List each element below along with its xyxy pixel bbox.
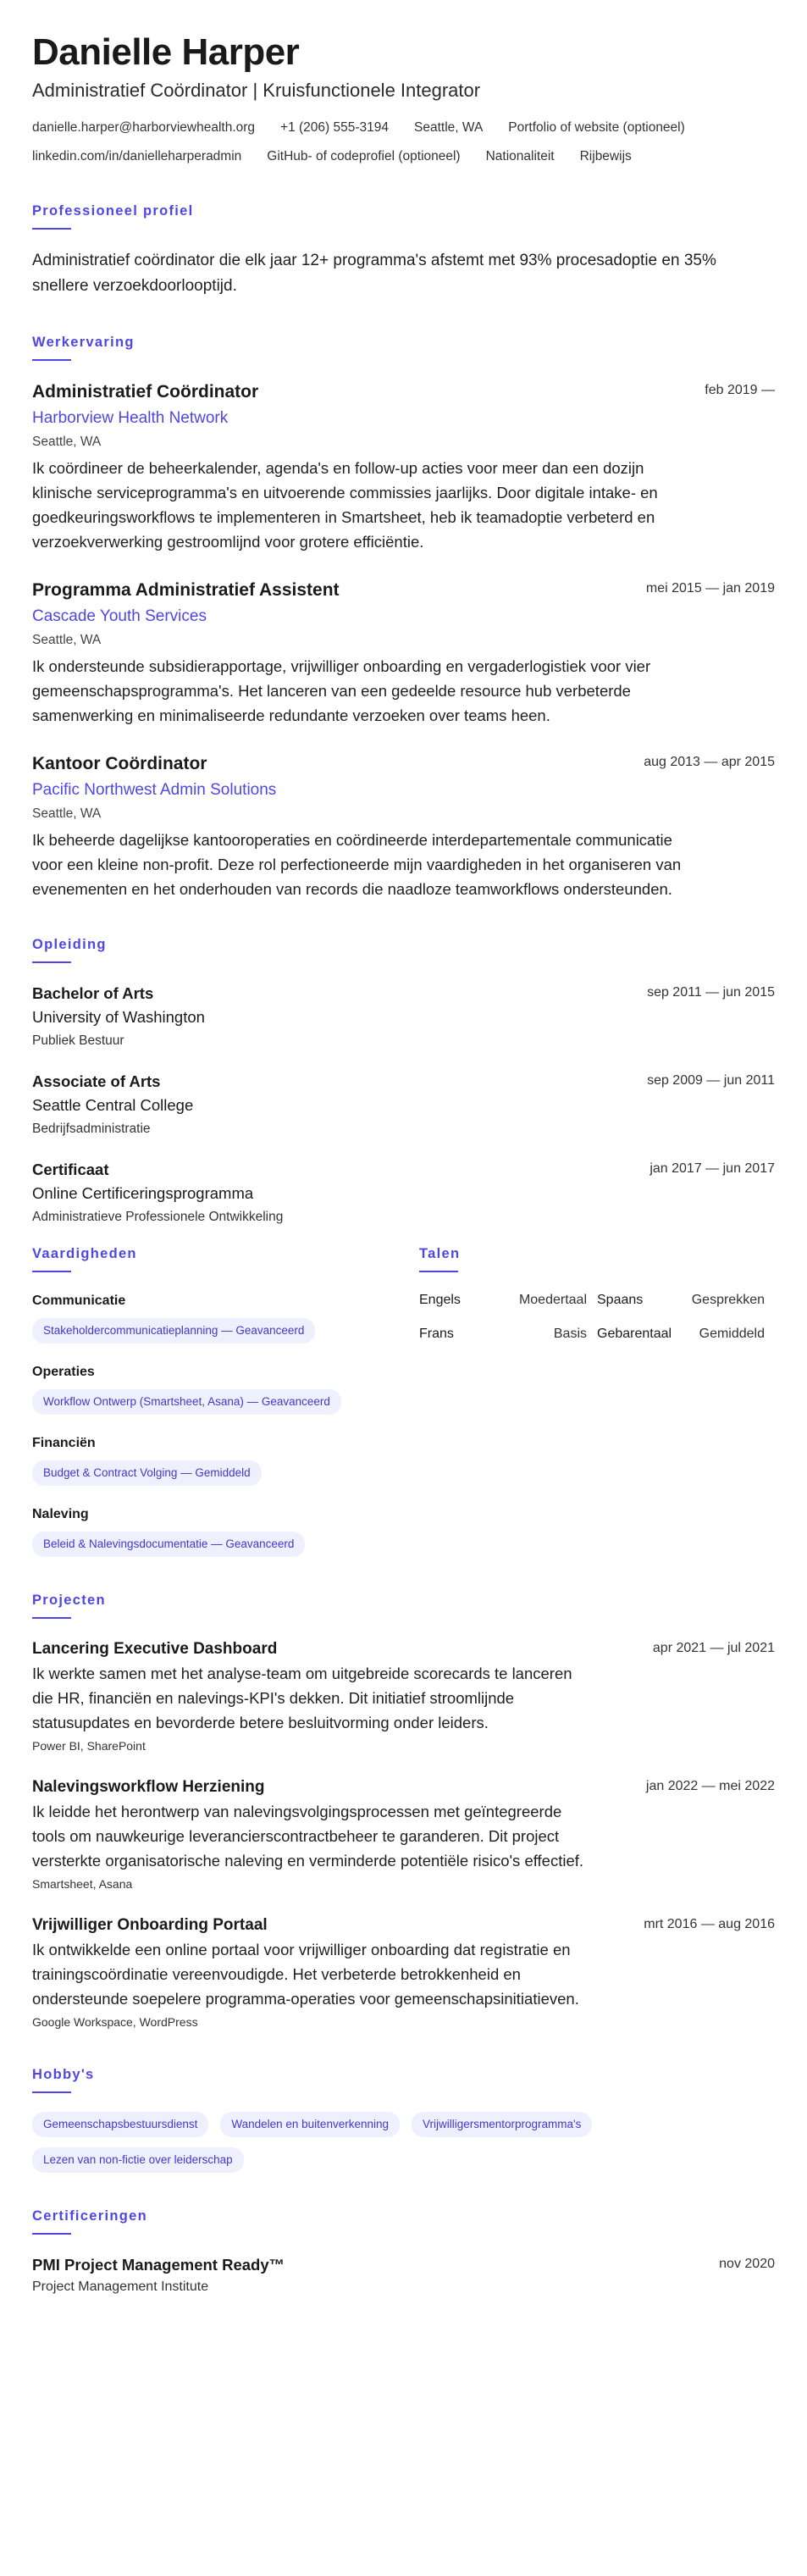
skill-category: Naleving xyxy=(32,1507,89,1521)
hobbies-section xyxy=(32,2067,775,2173)
section-heading: Opleiding xyxy=(32,937,107,952)
job-location: Seattle, WA xyxy=(32,806,102,821)
skill-tag: Beleid & Nalevingsdocumentatie — Geavanceerd xyxy=(32,1532,305,1557)
experience-section xyxy=(32,335,775,901)
job-title: Administratief Coördinator xyxy=(32,382,259,402)
skills-section xyxy=(32,1246,419,1576)
job-location: Seattle, WA xyxy=(32,633,102,647)
skills-languages-row xyxy=(32,1246,775,1576)
education-entry xyxy=(32,982,775,1051)
skill-group xyxy=(32,1291,419,1343)
skill-tag: Stakeholdercommunicatieplanning — Geavanceerd xyxy=(32,1318,315,1343)
section-divider xyxy=(419,1271,458,1272)
language-level: Basis xyxy=(553,1327,587,1341)
project-entry xyxy=(32,1776,775,1893)
contact-list xyxy=(32,117,775,168)
language-name: Gebarentaal xyxy=(597,1327,672,1341)
resume-header xyxy=(32,30,775,168)
job-entry xyxy=(32,751,775,901)
education-school: Seattle Central College xyxy=(32,1096,194,1114)
job-company: Harborview Health Network xyxy=(32,409,229,427)
candidate-title: Administratief Coördinator | Kruisfunctionele Integrator xyxy=(32,80,481,101)
project-date: mrt 2016 — aug 2016 xyxy=(644,1917,775,1931)
contact-drivers-license: Rijbewijs xyxy=(579,149,632,163)
skill-group xyxy=(32,1433,419,1486)
job-company: Pacific Northwest Admin Solutions xyxy=(32,781,277,799)
education-date: sep 2011 — jun 2015 xyxy=(647,985,775,1000)
projects-section xyxy=(32,1593,775,2031)
profile-section xyxy=(32,203,775,299)
project-title: Vrijwilliger Onboarding Portaal xyxy=(32,1916,268,1934)
contact-location: Seattle, WA xyxy=(414,120,484,135)
contact-linkedin[interactable]: linkedin.com/in/danielleharperadmin xyxy=(32,149,242,163)
education-entry xyxy=(32,1070,775,1139)
certification-issuer: Project Management Institute xyxy=(32,2280,209,2294)
section-divider xyxy=(32,359,71,361)
section-heading: Professioneel profiel xyxy=(32,203,194,219)
skill-category: Operaties xyxy=(32,1365,95,1379)
skill-group xyxy=(32,1504,419,1557)
contact-phone[interactable]: +1 (206) 555-3194 xyxy=(280,120,390,135)
contact-portfolio[interactable]: Portfolio of website (optioneel) xyxy=(508,120,685,135)
section-divider xyxy=(32,2091,71,2093)
hobby-tag: Wandelen en buitenverkenning xyxy=(220,2112,400,2137)
job-title: Kantoor Coördinator xyxy=(32,754,207,773)
language-list xyxy=(419,1291,775,1343)
education-date: sep 2009 — jun 2011 xyxy=(647,1073,775,1088)
education-degree: Associate of Arts xyxy=(32,1072,161,1090)
language-level: Moedertaal xyxy=(518,1293,587,1307)
job-date: mei 2015 — jan 2019 xyxy=(645,581,775,596)
job-company: Cascade Youth Services xyxy=(32,607,207,625)
skill-group xyxy=(32,1362,419,1415)
project-description: Ik werkte samen met het analyse-team om uitgebreide scorecards te lanceren die HR, financiën en nalevings-KPI's dekken. Dit initiatief stroomlijnde statusupdates en bevorderde betere besluitvorming onder leiders. xyxy=(32,1665,572,1731)
project-title: Lancering Executive Dashboard xyxy=(32,1640,278,1658)
education-school: Online Certificeringsprogramma xyxy=(32,1184,254,1202)
education-field: Publiek Bestuur xyxy=(32,1033,124,1048)
hobby-tag: Vrijwilligersmentorprogramma's xyxy=(412,2112,592,2137)
education-date: jan 2017 — jun 2017 xyxy=(649,1161,775,1176)
section-divider xyxy=(32,2233,71,2235)
job-description: Ik ondersteunde subsidierapportage, vrijwilliger onboarding en vergaderlogistiek voor vier gemeenschapsprogramma's. Het lanceren van een gedeelde resource hub verbeterde samenwerking en minimaliseerde redundante verzoeken over teams heen. xyxy=(32,657,651,724)
section-heading: Vaardigheden xyxy=(32,1246,137,1261)
project-description: Ik ontwikkelde een online portaal voor vrijwilliger onboarding dat registratie en trainingscoördinatie vereenvoudigde. Het verbeterde betrokkenheid en ondersteunde soepelere programma-operaties voor gemeenschapsinitiatieven. xyxy=(32,1941,579,2008)
skill-category: Financiën xyxy=(32,1436,96,1450)
education-school: University of Washington xyxy=(32,1008,205,1026)
skill-tag: Workflow Ontwerp (Smartsheet, Asana) — Geavanceerd xyxy=(32,1389,341,1415)
section-heading: Talen xyxy=(419,1246,461,1261)
contact-github[interactable]: GitHub- of codeprofiel (optioneel) xyxy=(267,149,461,163)
education-field: Bedrijfsadministratie xyxy=(32,1122,151,1136)
project-entry xyxy=(32,1914,775,2031)
profile-summary: Administratief coördinator die elk jaar 12+ programma's afstemt met 93% procesadoptie en 35% snellere verzoekdoorlooptijd. xyxy=(32,252,716,295)
project-entry xyxy=(32,1637,775,1755)
job-description: Ik beheerde dagelijkse kantooroperaties en coördineerde interdepartementale communicatie voor een kleine non-profit. Deze rol perfectioneerde mijn vaardigheden in het organiseren van evenementen en het onderhouden van records die naadloze teamworkflows ondersteunden. xyxy=(32,831,682,898)
education-degree: Bachelor of Arts xyxy=(32,984,154,1002)
hobby-tag: Lezen van non-fictie over leiderschap xyxy=(32,2147,244,2173)
section-divider xyxy=(32,961,71,963)
job-entry xyxy=(32,578,775,728)
project-tech: Smartsheet, Asana xyxy=(32,1877,133,1891)
job-date: aug 2013 — apr 2015 xyxy=(644,755,775,769)
candidate-name: Danielle Harper xyxy=(32,31,300,73)
section-heading: Hobby's xyxy=(32,2067,95,2082)
contact-email[interactable]: danielle.harper@harborviewhealth.org xyxy=(32,120,256,135)
skill-category: Communicatie xyxy=(32,1294,126,1308)
section-divider xyxy=(32,228,71,230)
language-name: Engels xyxy=(419,1293,461,1307)
education-degree: Certificaat xyxy=(32,1161,109,1178)
certification-entry xyxy=(32,2253,775,2297)
section-divider xyxy=(32,1617,71,1619)
education-field: Administratieve Professionele Ontwikkeling xyxy=(32,1210,284,1224)
language-level: Gemiddeld xyxy=(699,1327,765,1341)
hobby-tag: Gemeenschapsbestuursdienst xyxy=(32,2112,208,2137)
job-date: feb 2019 — xyxy=(705,383,775,397)
languages-section xyxy=(419,1246,775,1576)
section-heading: Werkervaring xyxy=(32,335,135,350)
project-title: Nalevingsworkflow Herziening xyxy=(32,1778,265,1796)
job-location: Seattle, WA xyxy=(32,435,102,449)
job-description: Ik coördineer de beheerkalender, agenda's en follow-up acties voor meer dan een dozijn klinische serviceprogramma's en uitvoerende commissies jaarlijks. Door digitale intake- en goedkeuringsworkflows te implementeren in Smartsheet, heb ik teamadoptie verbeterd en verzoekverwerking gestroomlijnd voor grotere efficiëntie. xyxy=(32,459,658,551)
certification-title: PMI Project Management Ready™ xyxy=(32,2256,285,2274)
section-heading: Certificeringen xyxy=(32,2208,147,2224)
project-tech: Power BI, SharePoint xyxy=(32,1739,146,1753)
language-name: Frans xyxy=(419,1327,454,1341)
certification-date: nov 2020 xyxy=(719,2257,775,2271)
certifications-section xyxy=(32,2208,775,2297)
section-divider xyxy=(32,1271,71,1272)
project-date: apr 2021 — jul 2021 xyxy=(652,1641,775,1655)
project-description: Ik leidde het herontwerp van nalevingsvolgingsprocessen met geïntegreerde tools om nauwkeurige leverancierscontractbeheer te garanderen. Dit project versterkte organisatorische naleving en verminderde potentiële risico's effectief. xyxy=(32,1803,584,1870)
section-heading: Projecten xyxy=(32,1593,106,1608)
language-name: Spaans xyxy=(597,1293,644,1307)
project-tech: Google Workspace, WordPress xyxy=(32,2015,198,2029)
language-level: Gesprekken xyxy=(691,1293,765,1307)
hobby-list xyxy=(32,2112,710,2173)
contact-nationality: Nationaliteit xyxy=(485,149,555,163)
job-entry xyxy=(32,379,775,554)
project-date: jan 2022 — mei 2022 xyxy=(645,1779,775,1793)
job-title: Programma Administratief Assistent xyxy=(32,580,340,600)
education-entry xyxy=(32,1158,775,1227)
skill-tag: Budget & Contract Volging — Gemiddeld xyxy=(32,1460,262,1486)
education-section xyxy=(32,937,775,1227)
